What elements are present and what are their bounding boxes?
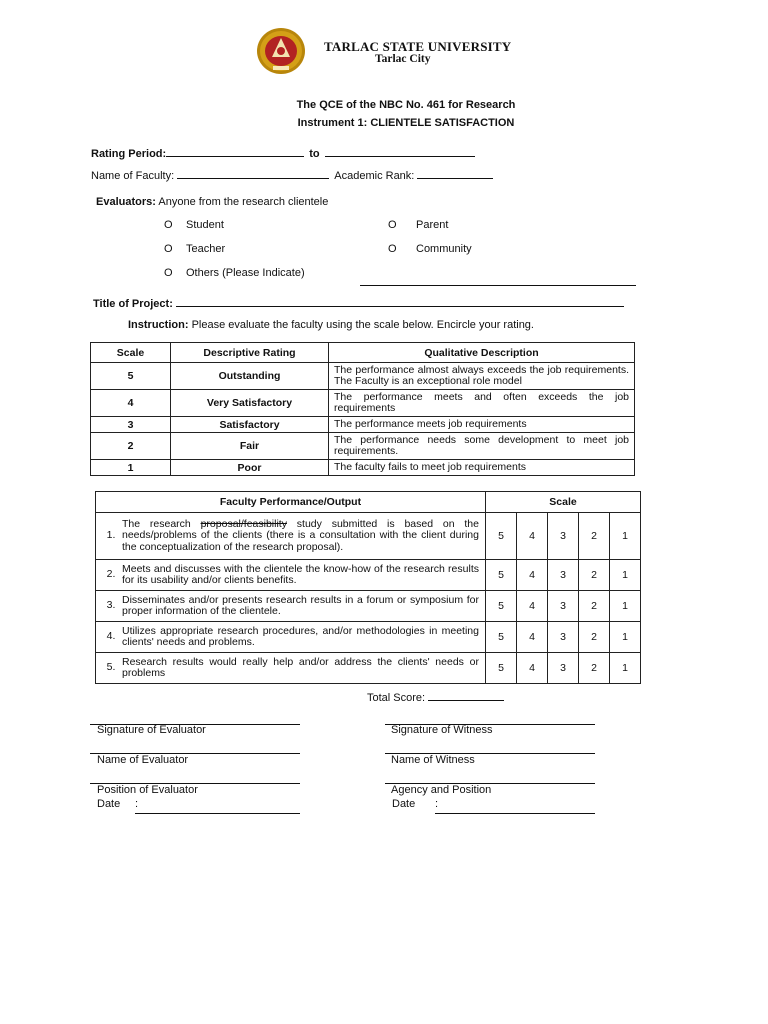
item-text bbox=[122, 519, 479, 554]
item-text-part: Disseminates and/or presents research results in a forum or symposium for proper information of the clientele. bbox=[122, 593, 479, 617]
rating-option-2[interactable]: 2 bbox=[578, 560, 609, 591]
university-city: Tarlac City bbox=[375, 53, 431, 65]
performance-table bbox=[95, 491, 641, 684]
item-text bbox=[122, 564, 479, 587]
project-label: Title of Project: bbox=[93, 298, 173, 310]
form-title: The QCE of the NBC No. 461 for Research bbox=[296, 99, 516, 111]
scale-value: 3 bbox=[91, 417, 171, 433]
option-community-radio[interactable]: O bbox=[388, 243, 397, 255]
evaluator-date-colon: : bbox=[135, 798, 139, 810]
witness-date-field[interactable] bbox=[435, 813, 595, 814]
instruction-text: Please evaluate the faculty using the scale below. Encircle your rating. bbox=[191, 319, 534, 331]
rating-option-4[interactable]: 4 bbox=[516, 622, 547, 653]
signature-witness-label: Signature of Witness bbox=[391, 724, 493, 736]
option-parent-label: Parent bbox=[416, 219, 449, 231]
name-evaluator-label: Name of Evaluator bbox=[97, 754, 189, 766]
rating-description: The performance meets and often exceeds the job requirements bbox=[329, 390, 635, 417]
option-student-label: Student bbox=[186, 219, 224, 231]
signature-evaluator-label: Signature of Evaluator bbox=[97, 724, 206, 736]
rating-option-1[interactable]: 1 bbox=[609, 653, 640, 684]
rating-label: Fair bbox=[171, 433, 329, 460]
item-text bbox=[122, 595, 479, 618]
rating-option-1[interactable]: 1 bbox=[609, 513, 640, 560]
scale-header: Scale bbox=[91, 343, 171, 363]
rating-label: Very Satisfactory bbox=[171, 390, 329, 417]
item-number: 4. bbox=[106, 630, 116, 643]
scale-value: 5 bbox=[91, 363, 171, 390]
option-teacher-radio[interactable]: O bbox=[164, 243, 173, 255]
total-score-row bbox=[367, 689, 504, 704]
rating-option-2[interactable]: 2 bbox=[578, 653, 609, 684]
item-text-part: The research bbox=[122, 517, 201, 530]
table-row bbox=[91, 460, 635, 476]
position-evaluator-label: Position of Evaluator bbox=[97, 784, 198, 796]
academic-rank-label: Academic Rank: bbox=[334, 170, 415, 182]
project-title-field[interactable] bbox=[176, 295, 624, 307]
struck-text: proposal/feasibility bbox=[200, 517, 287, 530]
item-text-part: Research results would really help and/or address the clients' needs or problems bbox=[122, 655, 479, 679]
rating-period-label: Rating Period: bbox=[91, 148, 167, 160]
total-score-label: Total Score: bbox=[367, 692, 426, 704]
academic-rank-field[interactable] bbox=[417, 167, 493, 179]
evaluators-row bbox=[96, 196, 328, 208]
faculty-name-field[interactable] bbox=[177, 167, 329, 179]
item-number: 5. bbox=[106, 661, 116, 674]
university-name: TARLAC STATE UNIVERSITY bbox=[324, 39, 512, 54]
rating-option-3[interactable]: 3 bbox=[547, 513, 578, 560]
rating-scale-table bbox=[90, 342, 635, 476]
scale-header: Scale bbox=[485, 492, 640, 513]
agency-position-label: Agency and Position bbox=[391, 784, 492, 796]
table-row bbox=[91, 433, 635, 460]
evaluator-date-label: Date bbox=[97, 798, 121, 810]
faculty-performance-header: Faculty Performance/Output bbox=[96, 492, 486, 513]
rating-label: Satisfactory bbox=[171, 417, 329, 433]
option-parent-radio[interactable]: O bbox=[388, 219, 397, 231]
option-teacher-label: Teacher bbox=[186, 243, 226, 255]
faculty-row bbox=[91, 167, 493, 182]
item-text-part: Utilizes appropriate research procedures, and/or methodologies in meeting clients' needs and problems. bbox=[122, 624, 479, 648]
rating-option-2[interactable]: 2 bbox=[578, 513, 609, 560]
rating-period-to: to bbox=[309, 148, 320, 160]
performance-item bbox=[96, 622, 486, 653]
table-row bbox=[96, 513, 641, 560]
table-row bbox=[96, 560, 641, 591]
form-subtitle: Instrument 1: CLIENTELE SATISFACTION bbox=[297, 117, 515, 129]
rating-option-4[interactable]: 4 bbox=[516, 513, 547, 560]
name-witness-label: Name of Witness bbox=[391, 754, 475, 766]
performance-item bbox=[96, 591, 486, 622]
item-number: 2. bbox=[106, 568, 116, 581]
scale-table-header bbox=[91, 343, 635, 363]
rating-label: Poor bbox=[171, 460, 329, 476]
witness-date-colon: : bbox=[435, 798, 439, 810]
descriptive-rating-header: Descriptive Rating bbox=[171, 343, 329, 363]
performance-item bbox=[96, 513, 486, 560]
rating-option-3[interactable]: 3 bbox=[547, 622, 578, 653]
option-others-radio[interactable]: O bbox=[164, 267, 173, 279]
total-score-field[interactable] bbox=[428, 689, 504, 701]
table-row bbox=[91, 417, 635, 433]
rating-period-row bbox=[91, 145, 475, 160]
evaluator-date-field[interactable] bbox=[135, 813, 300, 814]
rating-option-2[interactable]: 2 bbox=[578, 591, 609, 622]
performance-item bbox=[96, 560, 486, 591]
rating-option-1[interactable]: 1 bbox=[609, 591, 640, 622]
rating-option-4[interactable]: 4 bbox=[516, 560, 547, 591]
rating-option-4[interactable]: 4 bbox=[516, 653, 547, 684]
table-row bbox=[91, 363, 635, 390]
rating-option-5[interactable]: 5 bbox=[485, 653, 516, 684]
rating-period-start-field[interactable] bbox=[166, 145, 304, 157]
option-community-label: Community bbox=[416, 243, 472, 255]
rating-option-3[interactable]: 3 bbox=[547, 560, 578, 591]
item-text-part: study submitted is based on the needs/problems of the clients (there is a consultation with the client during the conceptualization of the research proposal). bbox=[122, 517, 479, 553]
rating-option-5[interactable]: 5 bbox=[485, 560, 516, 591]
performance-item bbox=[96, 653, 486, 684]
rating-option-5[interactable]: 5 bbox=[485, 513, 516, 560]
item-text bbox=[122, 626, 479, 649]
rating-label: Outstanding bbox=[171, 363, 329, 390]
rating-description: The performance needs some development to meet job requirements. bbox=[329, 433, 635, 460]
option-student-radio[interactable]: O bbox=[164, 219, 173, 231]
rating-option-5[interactable]: 5 bbox=[485, 622, 516, 653]
option-others-label: Others (Please Indicate) bbox=[186, 267, 305, 279]
university-seal bbox=[256, 27, 306, 75]
project-row bbox=[93, 295, 624, 310]
qualitative-description-header: Qualitative Description bbox=[329, 343, 635, 363]
rating-description: The faculty fails to meet job requirements bbox=[329, 460, 635, 476]
rating-description: The performance almost always exceeds the job requirements. The Faculty is an exceptional role model bbox=[329, 363, 635, 390]
table-row bbox=[96, 591, 641, 622]
rating-option-4[interactable]: 4 bbox=[516, 591, 547, 622]
rating-option-2[interactable]: 2 bbox=[578, 622, 609, 653]
scale-value: 1 bbox=[91, 460, 171, 476]
rating-option-3[interactable]: 3 bbox=[547, 653, 578, 684]
item-number: 1. bbox=[106, 529, 116, 542]
table-row bbox=[91, 390, 635, 417]
rating-period-end-field[interactable] bbox=[325, 145, 475, 157]
item-text-part: Meets and discusses with the clientele the know-how of the research results for its usability and/or clients benefits. bbox=[122, 562, 479, 586]
table-row bbox=[96, 653, 641, 684]
faculty-label: Name of Faculty: bbox=[91, 170, 175, 182]
rating-option-1[interactable]: 1 bbox=[609, 622, 640, 653]
instruction-label: Instruction: bbox=[128, 319, 189, 331]
scale-value: 4 bbox=[91, 390, 171, 417]
rating-option-3[interactable]: 3 bbox=[547, 591, 578, 622]
evaluators-label: Evaluators: bbox=[96, 196, 156, 208]
witness-date-label: Date bbox=[392, 798, 416, 810]
rating-option-5[interactable]: 5 bbox=[485, 591, 516, 622]
rating-option-1[interactable]: 1 bbox=[609, 560, 640, 591]
others-indicate-field[interactable] bbox=[360, 285, 636, 286]
performance-table-header bbox=[96, 492, 641, 513]
item-number: 3. bbox=[106, 599, 116, 612]
evaluators-text: Anyone from the research clientele bbox=[158, 196, 329, 208]
rating-description: The performance meets job requirements bbox=[329, 417, 635, 433]
instruction-row bbox=[128, 319, 534, 331]
table-row bbox=[96, 622, 641, 653]
scale-value: 2 bbox=[91, 433, 171, 460]
item-text bbox=[122, 657, 479, 680]
